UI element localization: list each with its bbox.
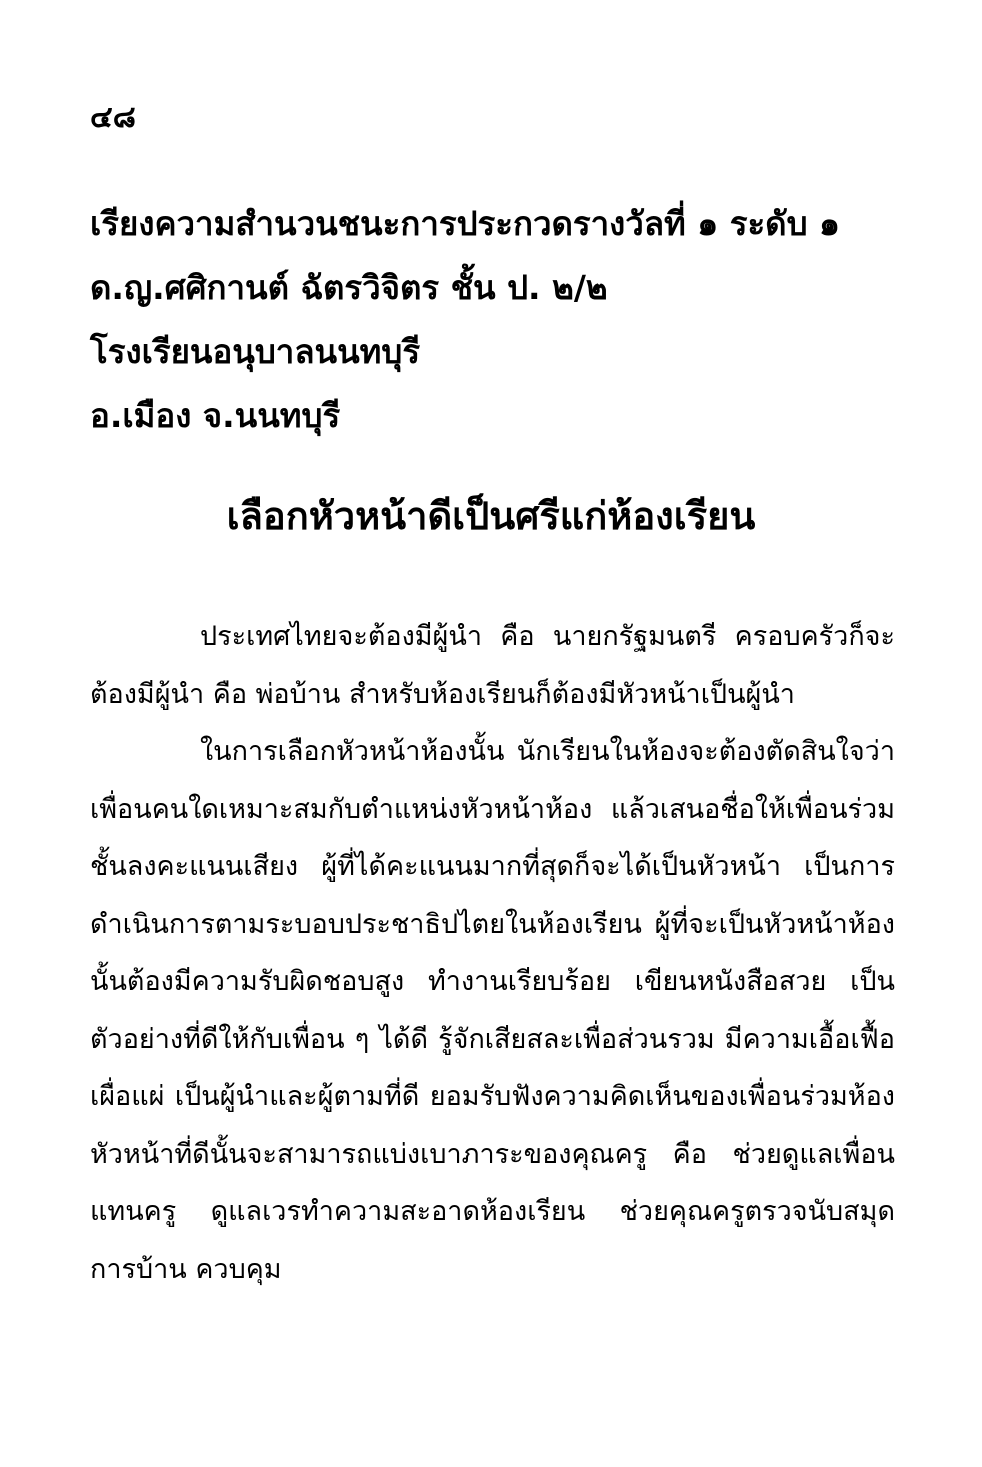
essay-body xyxy=(90,608,895,1298)
location-line: อ.เมือง จ.นนทบุรี xyxy=(90,396,341,435)
paragraph: ในการเลือกหัวหน้าห้องนั้น นักเรียนในห้องจะต้องตัดสินใจว่า เพื่อนคนใดเหมาะสมกับตำแหน่งหัวหน้าห้อง แล้วเสนอชื่อให้เพื่อนร่วมชั้นลงคะแนนเสียง ผู้ที่ได้คะแนนมากที่สุดก็จะได้เป็นหัวหน้า เป็นการดำเนินการตามระบอบประชาธิปไตยในห้องเรียน ผู้ที่จะเป็นหัวหน้าห้องนั้นต้องมีความรับผิดชอบสูง ทำงานเรียบร้อย เขียนหนังสือสวย เป็นตัวอย่างที่ดีให้กับเพื่อน ๆ ได้ดี รู้จักเสียสละเพื่อส่วนรวม มีความเอื้อเฟื้อเผื่อแผ่ เป็นผู้นำและผู้ตามที่ดี ยอมรับฟังความคิดเห็นของเพื่อนร่วมห้อง หัวหน้าที่ดีนั้นจะสามารถแบ่งเบาภาระของคุณครู คือ ช่วยดูแลเพื่อนแทนครู ดูแลเวรทำความสะอาดห้องเรียน ช่วยคุณครูตรวจนับสมุดการบ้าน ควบคุม xyxy=(90,736,895,1285)
page-number: ๔๘ xyxy=(90,100,136,135)
school-line: โรงเรียนอนุบาลนนทบุรี xyxy=(90,332,421,371)
author-line: ด.ญ.ศศิกานต์ ฉัตรวิจิตร ชั้น ป. ๒/๒ xyxy=(90,268,608,307)
author-header xyxy=(90,192,910,448)
essay-title: เลือกหัวหน้าดีเป็นศรีแก่ห้องเรียน xyxy=(226,494,756,538)
paragraph: ประเทศไทยจะต้องมีผู้นำ คือ นายกรัฐมนตรี ครอบครัวก็จะต้องมีผู้นำ คือ พ่อบ้าน สำหรับห้องเรียนก็ต้องมีหัวหน้าเป็นผู้นำ xyxy=(90,621,895,710)
award-line: เรียงความสำนวนชนะการประกวดรางวัลที่ ๑ ระดับ ๑ xyxy=(90,204,840,243)
